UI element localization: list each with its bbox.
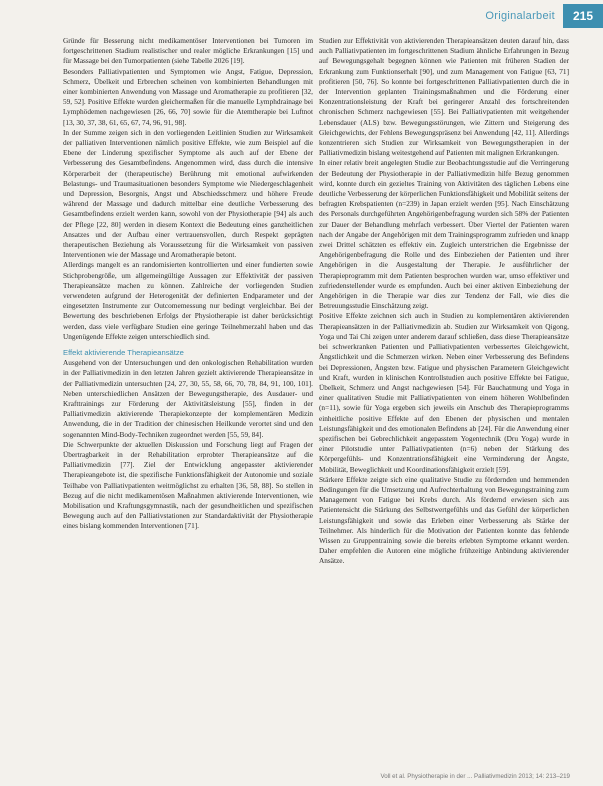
page-footer-citation: Voll et al. Physiotherapie in der ... Palliativmedizin 2013; 14: 213–219 bbox=[380, 773, 570, 780]
paragraph: Stärkere Effekte zeigte sich eine qualitative Studie zu fördernden und hemmenden Bedingungen für die Umsetzung und Aufrechterhaltung von Bewegungstraining zum Management von Fatigue bei Krebs durch. Als fördernd erwiesen sich aus Patientensicht die Stärkung des Selbstwertgefühls und das Gefühl der körperlichen Leistungsfähigkeit und sowie das Erleben einer Verbesserung als Stärke der Teilnehmer. Als hinderlich für die Motivation der Patienten konnte das fehlende Wissen zu Gruppentraining sowie die bereits erlebten Symptome erkannt werden. Daher empfehlen die Autoren eine mögliche frühzeitige Anbindung aktivierender Ansätze. bbox=[319, 474, 569, 566]
paragraph: Positive Effekte zeichnen sich auch in Studien zu komplementären aktivierenden Therapieansätzen in der Palliativmedizin ab. Studien zur Wirksamkeit von Qigong, Yoga und Tai Chi zeigen unter anderem darauf schließen, dass diese Therapieansätze bei schwerkranken Patienten und Palliativpatienten verbessertes Gleichgewicht, Ängstlichkeit und die Schmerzen wirken. Neben einer Verbesserung des Befindens bei Depressionen, Ängsten bzw. Fatigue und physischen Parametern Gleichgewicht und Kraft, wurden in klinischen Kontrollstudien auch positive Effekte bei Fatigue, Übelkeit, Schmerz und Angst nachgewiesen [54]. Für Bauchatmung und Yoga in einer qualitativen Studie mit Palliativpatienten von einem höheren Wohlbefinden (n=11), sowie für Yoga ergeben sich jeweils ein Anschub des Therapieprogramms einheitliche positive Effekte auf den Ebenen der physischen und mentalen Leistungsfähigkeit und des emotionalen Befindens ab [24]. Für die Anwendung einer spezifischen bei Gebrechlichkeit angepasstem Yogentechnik (Dru Yoga) wurde in einer Pilotstudie unter Palliativpatienten (n=6) neben der Stärkung des Körpergefühls- und Konzentrationsfähigkeit eine Verminderung der Ängste, Mobilität, Beweglichkeit und Koordinationsfähigkeit erzielt [59]. bbox=[319, 311, 569, 474]
paragraph: Ausgehend von der Untersuchungen und den onkologischen Rehabilitation wurden in der Palliativmedizin in den letzten Jahren gezielt aktivierende Therapieansätze in der Palliativmedizin untersuchten [24, 27, 30, 55, 58, 66, 70, 78, 84, 91, 100, 101]. Neben unterschiedlichen Ansätzen der Bewegungstherapie, des Ausdauer- und Krafttrainings zur Förderung der Aktivitätsleistung [55], finden in der Palliativmedizin aktivierende Therapiekonzepte der komplementären Medizin Anwendung, die in der Tradition der chinesischen Heilkunde verortet sind und den sogenannten Mind-Body-Techniken zugeordnet werden [55, 59, 84]. bbox=[63, 358, 313, 439]
left-column bbox=[63, 36, 313, 532]
paragraph: Gründe für Besserung nicht medikamentöser Interventionen bei Tumoren im fortgeschrittenen Stadium realistischer und realer mögliche Erkrankungen [15] und für Massage bei den Tumorpatienten (siehe Tabelle 2026 [19]. bbox=[63, 36, 313, 66]
paragraph: Allerdings mangelt es an randomisierten kontrollierten und einer fundierten sowie Stichprobengröße, um allgemeingültige Aussagen zur Effektivität der passiven Therapieansätze machen zu können. Zahlreiche der vorliegenden Studien verwendeten aufgrund der Heterogenität der definierten Endparameter und der eingesetzten Instrumente zur Outcomemessung nur bedingt vergleichbar. Bei der Bewertung des beschriebenen Erfolgs der Physiotherapie ist daher berücksichtigt werden, dass viele verfügbare Studien eine geringe Teilnehmerzahl haben und das Ungenügende Effekte zeigen unterschiedlich sind. bbox=[63, 260, 313, 341]
paragraph: Studien zur Effektivität von aktivierenden Therapieansätzen deuten darauf hin, dass auch Palliativpatienten im fortgeschrittenen Stadium ähnliche Erfahrungen in Bezug auf Bewegungsgehalt begegnen können wie Patienten mit früheren Stadien der Erkrankung zum Funktionserhalt [90], und zum Management von Fatigue [63, 71] profitieren [50, 76]. So konnte bei fortgeschrittenen Palliativpatienten durch die in der Intervention geplanten Trainingsmaßnahmen und die Förderung einer Konzentrationsleistung der Kraft bei geringerer Anzahl des fortschreitenden chronischen Schmerz nachgewiesen [55]. Bei Palliativpatienten mit weitgehender Lebensdauer (ALS) bzw. Bewegungsstörungen, wie Zittern und Steigerung des Gleichgewichts, der Fehlens Bewegungspräsenz bei Anwendung [42, 11]. Allerdings konzentrieren sich Studien zur Wirksamkeit von Bewegungstherapien in der Palliativmedizin bislang weitestgehend auf Patienten mit malignen Erkrankungen. bbox=[319, 36, 569, 158]
paragraph: Besonders Palliativpatienten und Symptomen wie Angst, Fatigue, Depression, Schmerz, Übelkeit und Erbrechen scheinen von kombinierten Behandlungen mit einer kombinierten Anwendung von Massage und Aromatherapie zu profitieren [32, 59, 52]. Positive Effekte wurden gleichermaßen für die manuelle Lymphdrainage bei Lymphödemen nachgewiesen [26, 66, 70] sowie für die Atemtherapie bei Luftnot [13, 30, 37, 38, 61, 65, 67, 74, 96, 91, 98]. bbox=[63, 66, 313, 127]
section-subheading: Effekt aktivierende Therapieansätze bbox=[63, 348, 184, 358]
right-column bbox=[319, 36, 569, 567]
paragraph: In einer relativ breit angelegten Studie zur Beobachtungsstudie auf die Verringerung der Bedeutung der Physiotherapie in der Palliativmedizin hilfe Bezug genommen wird, konnte durch ein gezieltes Training von Aktivitäten des täglichen Lebens eine deutliche Verbesserung der körperlichen Funktionsfähigkeit und Mobilität seitens der befragten Krebspatienten (n=239) in Japan erzielt werden [95]. Nach Einschätzung des Personals durchgeführten Angehörigenbefragung wurden sich 58% der Patienten zur Dauer der Behandlung mehrfach verbessert. Über Viertel der Patienten waren nach der Angabe der Angehörigen mit dem Trainingsprogramm zufrieden und knapp zwei Drittel schätzten es effektiv ein. Zugleich unterstrichen die Ergebnisse der Angehörigenbefragung die Rolle und des Einbeziehen der Patienten und ihrer Angehörigen in die Ausgestaltung der Therapie. Je ausführlicher der Therapieprogramm mit dem Patienten besprochen wurden war, umso effektiver und zufriedenstellender wurde es empfunden. Auch bei einer aktiven Einbeziehung der Angehörigen in die Therapie war dies zur Tendenz der Fall, wie dies die Betreuungsstudie Einschätzung zeigt. bbox=[319, 158, 569, 311]
page-number: 215 bbox=[563, 4, 603, 28]
page-header bbox=[0, 0, 603, 36]
section-label: Originalarbeit bbox=[485, 10, 555, 22]
paragraph: In der Summe zeigen sich in den vorliegenden Leitlinien Studien zur Wirksamkeit der palliativen Interventionen nämlich positive Effekte, wie zum Beispiel auf die Ebene der Linderung spezifischer Symptome als auch auf der Ebene der Verbesserung des Gesamtbefindens. Angenommen wird, dass durch die intensive Körperarbeit der (therapeutische) Berührung mit emotional aufwirkenden Belastungs- und Traumasituationen besonders Symptome wie Niedergeschlagenheit und Depression, Besorgnis, Angst und Abschiedsschmerz und höhere Freude während der Massage und dadurch mittelbar eine deutliche Verbesserung des Gesamtbefindens erzielt werden kann, sowohl von der Physiotherapie [94] als auch der Pflege [22, 80] werden in diesem Kontext die Bedeutung eines ganzheitlichen Ansatzes und der Aufbau einer vertrauensvollen, durch Respekt geprägten therapeutischen Beziehung als Voraussetzung für die Wirksamkeit von passiven Interventionen wie der Massage und Aromatherapie betont. bbox=[63, 127, 313, 260]
paragraph: Die Schwerpunkte der aktuellen Diskussion und Forschung liegt auf Fragen der Übertragbarkeit in der Rehabilitation erprobter Therapieansätze auf die Palliativmedizin [77]. Ziel der Entwicklung angepasster aktivierender Therapieangebote ist, die spezifische Funktionsfähigkeit der Autonomie und soziale Teilhabe von Palliativpatienten weitmöglichst zu erhalten [36, 58, 88]. So stellen in Bezug auf die nicht medikamentösen Maßnahmen aktivierende Interventionen, wie Mobilisation und Kraftungsgymnastik, nach der gesundheitlichen und spezifischen Bewegung auch auf den Palliativstationen zur Standardaktivität der Physiotherapie eines bislang kommenden Interventionen [71]. bbox=[63, 439, 313, 531]
